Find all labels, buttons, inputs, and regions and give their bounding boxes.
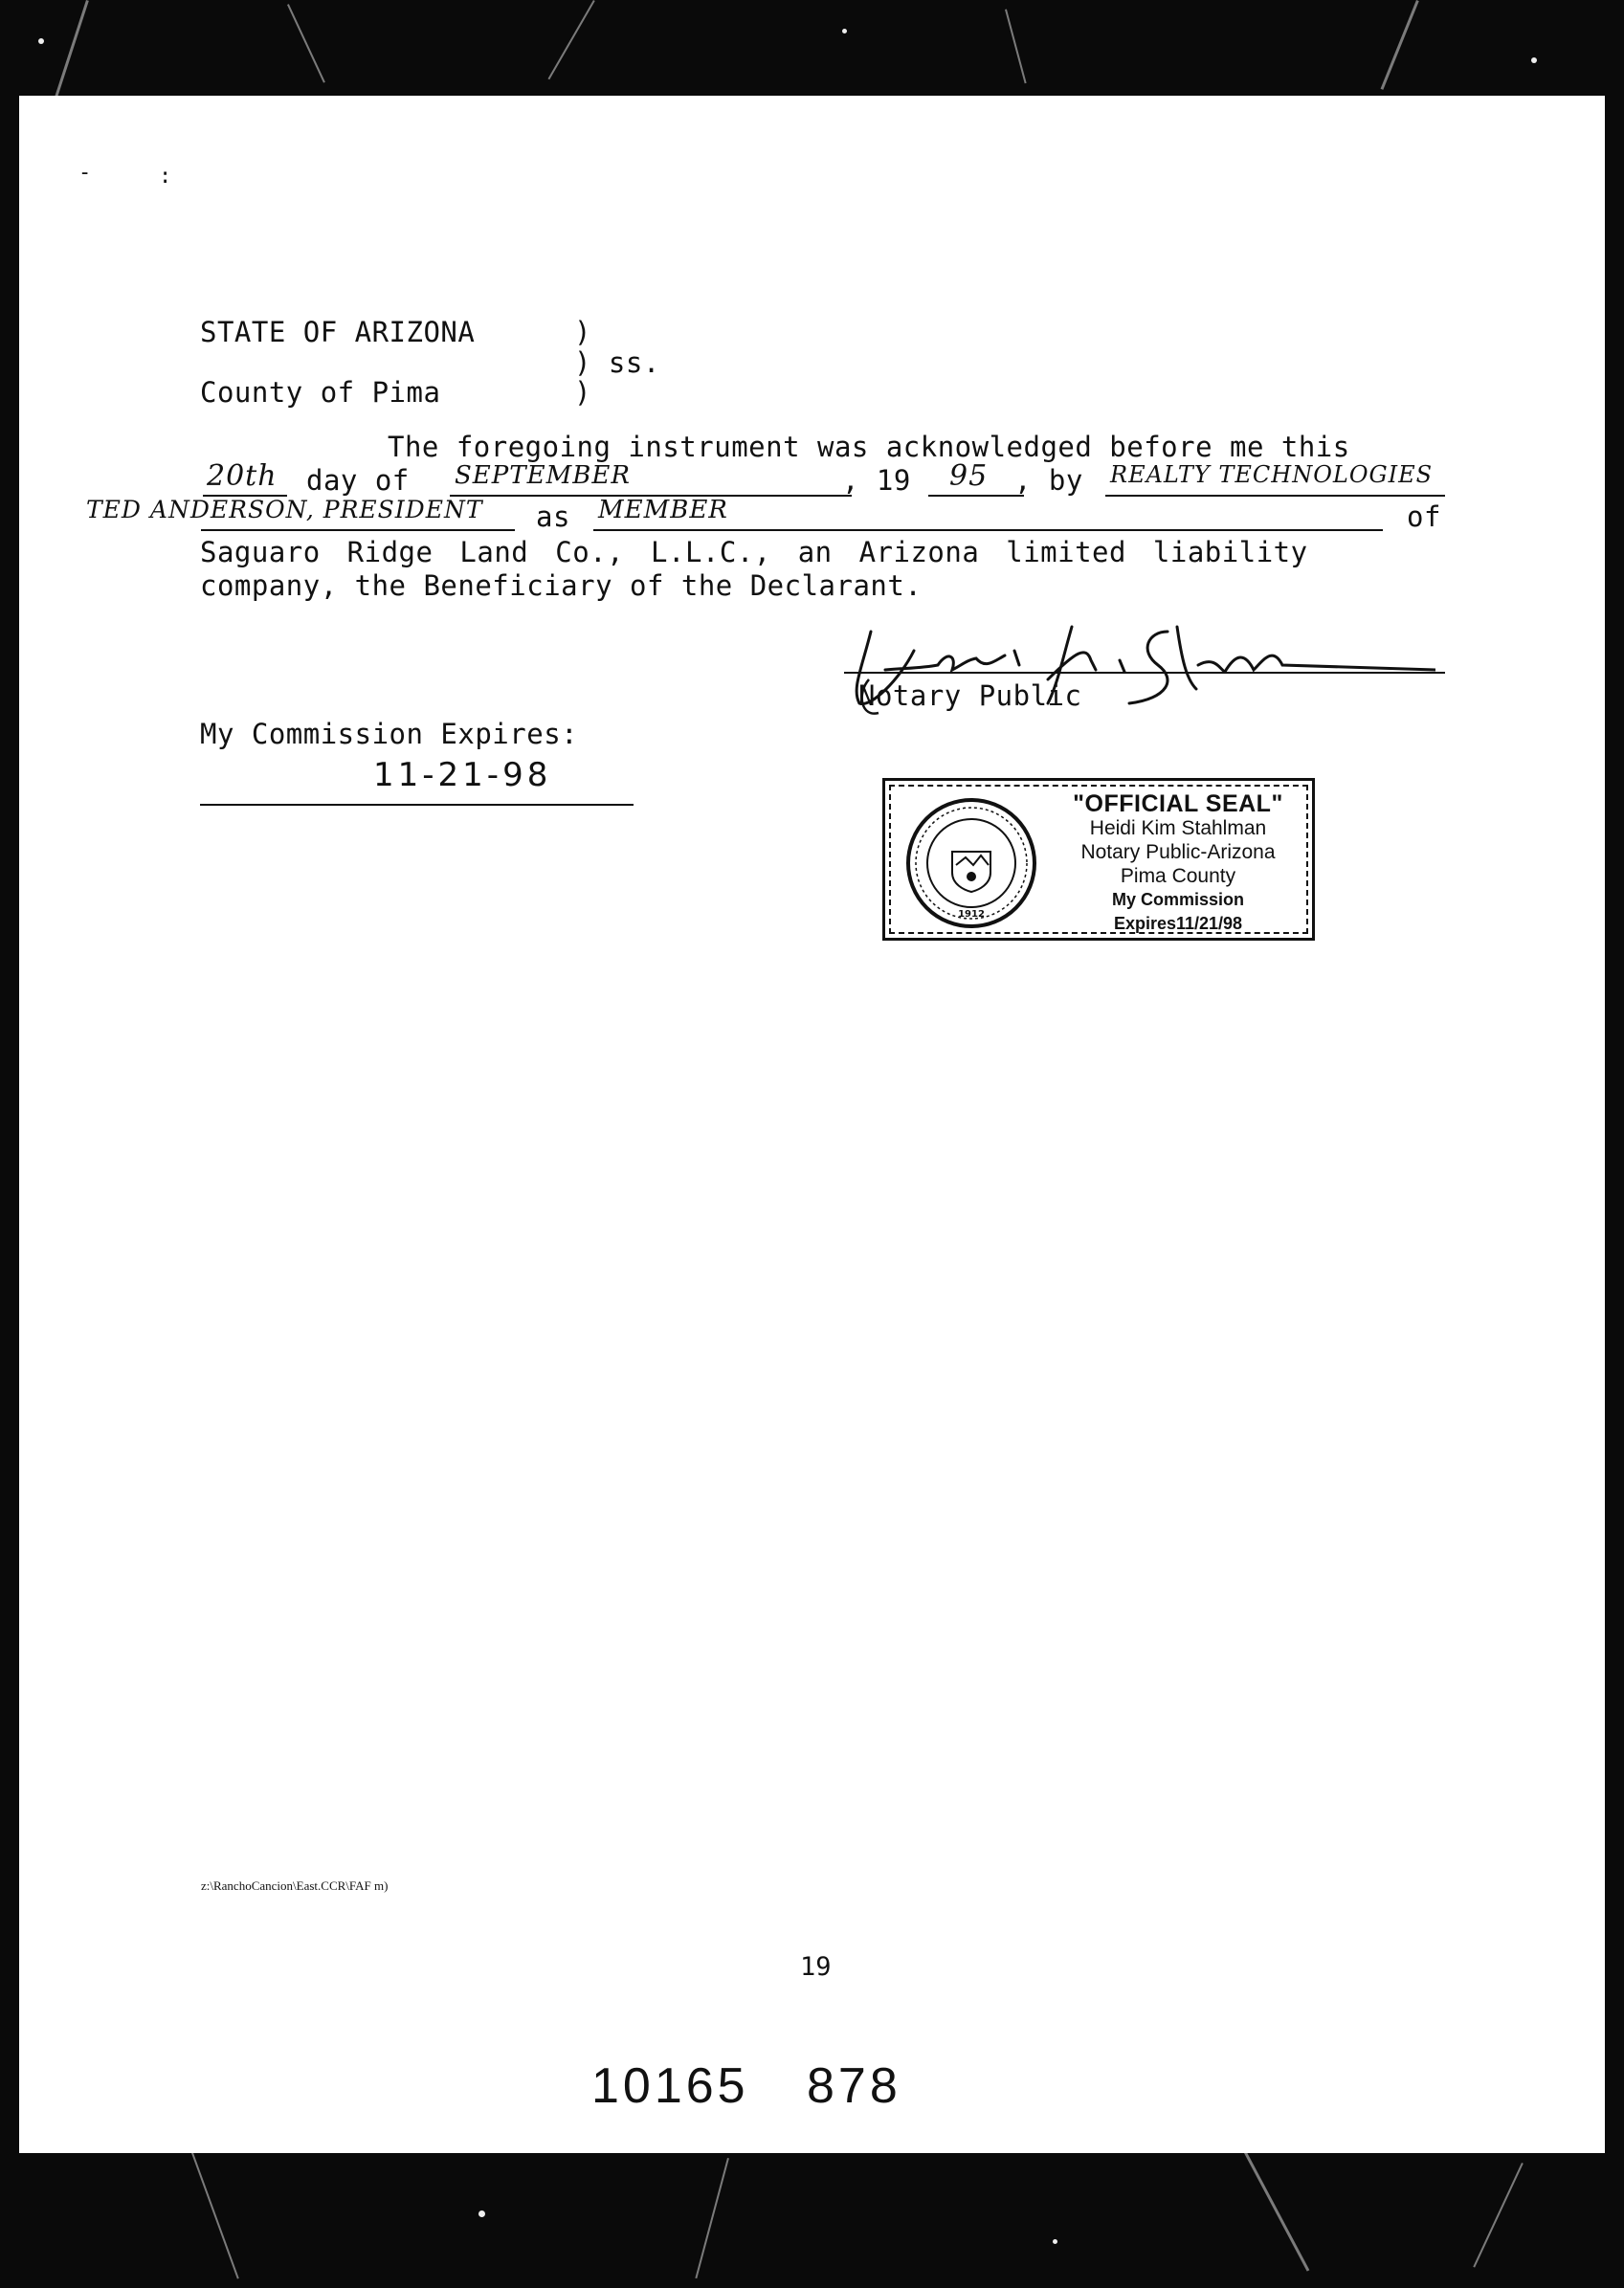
commission-date-line: [200, 804, 634, 806]
venue-paren: ): [574, 316, 591, 348]
commission-label: My Commission Expires:: [200, 718, 579, 750]
commission-date-handwritten: 11-21-98: [373, 756, 552, 794]
seal-text-block: [1048, 792, 1308, 936]
seal-title: "OFFICIAL SEAL": [1073, 790, 1283, 817]
year-prefix: , 19: [842, 464, 911, 497]
document-page: [19, 96, 1605, 2153]
year-blank-line: [928, 495, 1024, 497]
by-label: , by: [1014, 464, 1083, 497]
by-blank-line: [1105, 495, 1445, 497]
name-blank-line: [201, 529, 515, 531]
by-handwritten: REALTY TECHNOLOGIES: [1110, 461, 1434, 488]
as-label: as: [536, 500, 570, 533]
file-reference: z:\RanchoCancion\East.CCR\FAF m): [201, 1878, 389, 1893]
county-line: County of Pima: [200, 376, 441, 409]
role-handwritten: MEMBER: [598, 496, 728, 524]
month-handwritten: SEPTEMBER: [455, 461, 631, 490]
acknowledgment-line-3: Saguaro Ridge Land Co., L.L.C., an Arizona limited liability: [200, 536, 1308, 568]
venue-paren: ): [574, 376, 591, 409]
page-number: 19: [800, 1952, 832, 1982]
day-of-label: day of: [306, 464, 410, 497]
acknowledgment-line-1: The foregoing instrument was acknowledged before me this: [388, 431, 1350, 463]
acknowledgment-line-4: company, the Beneficiary of the Declarant.: [200, 569, 923, 602]
state-seal-emblem: [904, 796, 1038, 930]
day-handwritten: 20th: [207, 459, 278, 493]
seal-notary-role: Notary Public-Arizona: [1080, 841, 1276, 863]
year-handwritten: 95: [949, 459, 989, 493]
stray-mark: -: [78, 161, 92, 185]
signature-line: [844, 672, 1445, 674]
state-line: STATE OF ARIZONA: [200, 316, 476, 348]
recording-book-number: 10165: [591, 2058, 749, 2114]
name-handwritten: TED ANDERSON, PRESIDENT: [86, 496, 483, 523]
role-blank-line: [593, 529, 1383, 531]
stray-mark: :: [159, 165, 172, 189]
official-seal-stamp: [882, 778, 1315, 941]
seal-expiration: My Commission Expires11/21/98: [1111, 890, 1245, 933]
of-label: of: [1407, 500, 1441, 533]
notary-public-caption: Notary Public: [858, 679, 1082, 712]
seal-notary-name: Heidi Kim Stahlman: [1089, 817, 1267, 839]
seal-county: Pima County: [1120, 865, 1236, 887]
seal-emblem-year: 1912: [958, 909, 985, 920]
ss-line: ) ss.: [574, 346, 660, 379]
recording-page-number: 878: [807, 2058, 901, 2114]
